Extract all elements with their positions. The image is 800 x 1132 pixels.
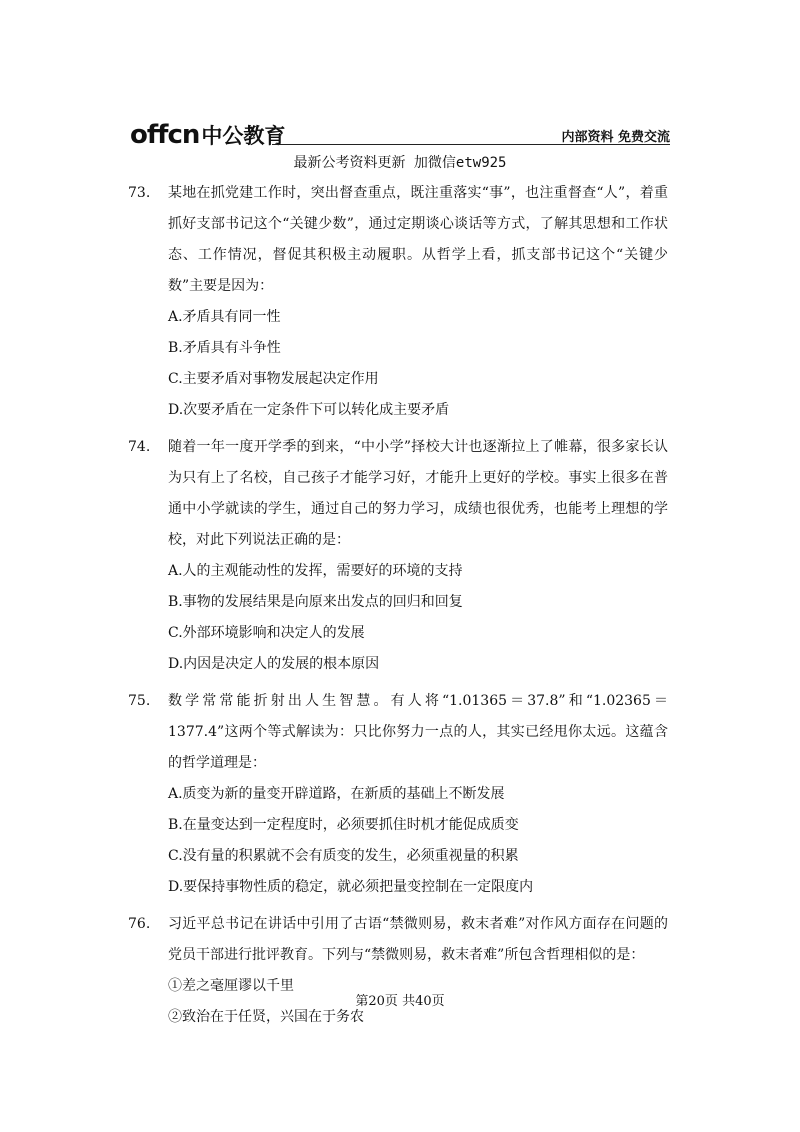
- question-stem: 数学常常能折射出人生智慧。有人将“1.01365＝37.8”和“1.02365＝1377.4”这两个等式解读为：只比你努力一点的人，其实已经甩你太远。这蕴含的哲学道理是：: [168, 693, 668, 771]
- question-stem: 习近平总书记在讲话中引用了古语“禁微则易，救末者难”对作风方面存在问题的党员干部进行批评教育。下列与“禁微则易，救末者难”所包含哲理相似的是：: [168, 916, 668, 963]
- option-list: [168, 302, 668, 426]
- question-number: 74.: [128, 439, 151, 455]
- question-number: 76.: [128, 916, 151, 932]
- question-number: 73.: [128, 185, 151, 201]
- question-74: [128, 432, 668, 680]
- question-number: 75.: [128, 693, 151, 709]
- question-stem: 随着一年一度开学季的到来，“中小学”择校大计也逐渐拉上了帷幕，很多家长认为只有上了名校，自己孩子才能学习好，才能升上更好的学校。事实上很多在普通中小学就读的学生，通过自己的努力学习，成绩也很优秀，也能考上理想的学校，对此下列说法正确的是：: [168, 439, 668, 548]
- option-a: A.矛盾具有同一性: [168, 309, 281, 325]
- option-list: [168, 779, 668, 903]
- option-d: D.内因是决定人的发展的根本原因: [168, 656, 380, 672]
- option-2: ②致治在于任贤，兴国在于务农: [168, 1009, 364, 1025]
- watermark-text: 最新公考资料更新 加微信etw925: [293, 155, 507, 171]
- option-b: B.事物的发展结果是向原来出发点的回归和回复: [168, 594, 463, 610]
- option-d: D.要保持事物性质的稳定，就必须把量变控制在一定限度内: [168, 879, 534, 895]
- option-d: D.次要矛盾在一定条件下可以转化成主要矛盾: [168, 402, 450, 418]
- logo-english: offcn: [130, 120, 200, 150]
- option-b: B.在量变达到一定程度时，必须要抓住时机才能促成质变: [168, 817, 519, 833]
- question-76: [128, 909, 668, 1033]
- question-list: [128, 178, 668, 1039]
- option-c: C.没有量的积累就不会有质变的发生，必须重视量的积累: [168, 848, 519, 864]
- option-c: C.主要矛盾对事物发展起决定作用: [168, 371, 379, 387]
- option-a: A.质变为新的量变开辟道路，在新质的基础上不断发展: [168, 786, 505, 802]
- option-c: C.外部环境影响和决定人的发展: [168, 625, 365, 641]
- page-number: 第20页 共40页: [355, 994, 445, 1009]
- option-b: B.矛盾具有斗争性: [168, 340, 281, 356]
- option-a: A.人的主观能动性的发挥，需要好的环境的支持: [168, 563, 463, 579]
- option-list: [168, 556, 668, 680]
- question-73: [128, 178, 668, 426]
- question-75: [128, 686, 668, 903]
- offcn-logo: [130, 122, 285, 148]
- page-header: [130, 122, 670, 148]
- question-stem: 某地在抓党建工作时，突出督查重点，既注重落实“事”，也注重督查“人”，着重抓好支部书记这个“关键少数”，通过定期谈心谈话等方式，了解其思想和工作状态、工作情况，督促其积极主动履职。从哲学上看，抓支部书记这个“关键少数”主要是因为：: [168, 185, 668, 294]
- option-1: ①差之毫厘谬以千里: [168, 978, 294, 994]
- header-tagline: 内部资料 免费交流: [561, 130, 670, 145]
- logo-chinese: 中公教育: [201, 124, 286, 148]
